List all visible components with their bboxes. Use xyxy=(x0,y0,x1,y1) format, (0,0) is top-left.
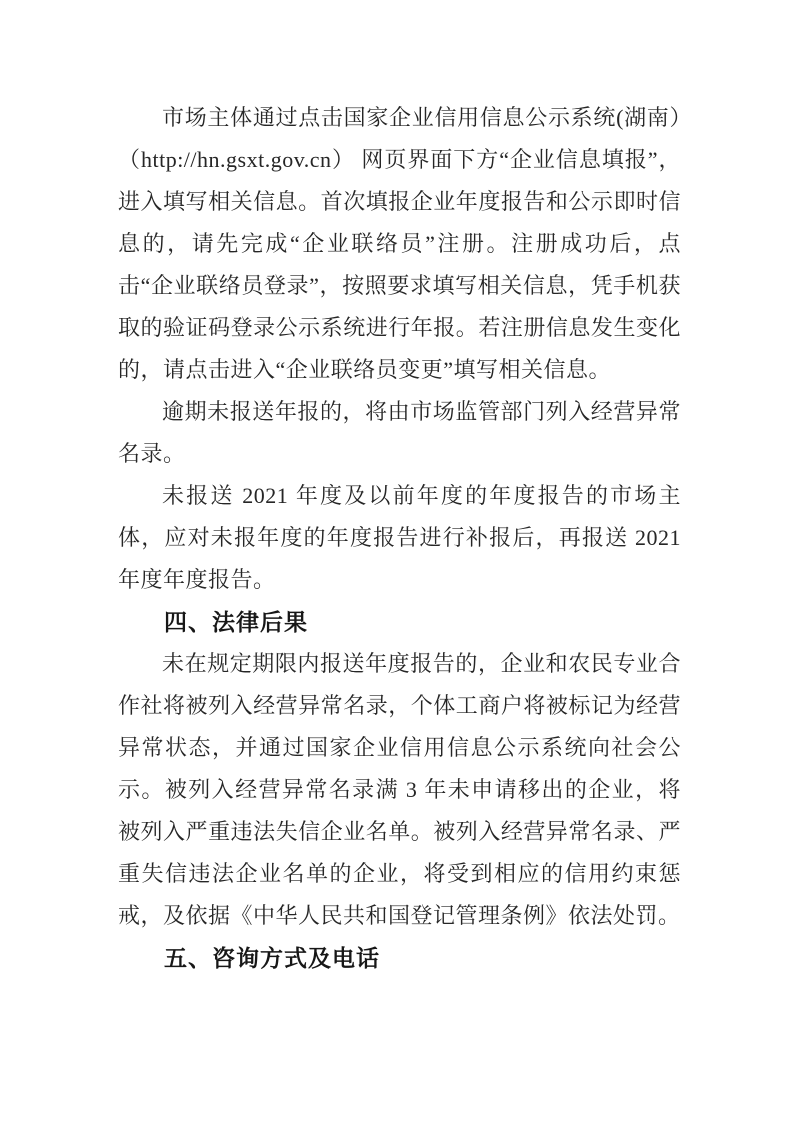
paragraph: 未报送 2021 年度及以前年度的年度报告的市场主体，应对未报年度的年度报告进行补报后，再报送 2021 年度年度报告。 xyxy=(118,483,681,592)
paragraph: 逾期未报送年报的，将由市场监管部门列入经营异常名录。 xyxy=(118,399,681,466)
section-heading: 四、法律后果 xyxy=(164,609,308,635)
paragraph: 未在规定期限内报送年度报告的，企业和农民专业合作社将被列入经营异常名录，个体工商户将被标记为经营异常状态，并通过国家企业信用信息公示系统向社会公示。被列入经营异常名录满 3 年未申请移出的企业，将被列入严重违法失信企业名单。被列入经营异常名录、严重失信违法企业名单的企业，将受到相应的信用约束惩戒，及依据《中华人民共和国登记管理条例》依法处罚。 xyxy=(118,651,681,928)
document-content xyxy=(118,97,681,979)
paragraph: 市场主体通过点击国家企业信用信息公示系统(湖南）（http://hn.gsxt.gov.cn） 网页界面下方“企业信息填报”，进入填写相关信息。首次填报企业年度报告和公示即时信息的，请先完成“企业联络员”注册。注册成功后，点击“企业联络员登录”，按照要求填写相关信息，凭手机获取的验证码登录公示系统进行年报。若注册信息发生变化的，请点击进入“企业联络员变更”填写相关信息。 xyxy=(118,105,681,382)
section-heading: 五、咨询方式及电话 xyxy=(164,945,380,971)
